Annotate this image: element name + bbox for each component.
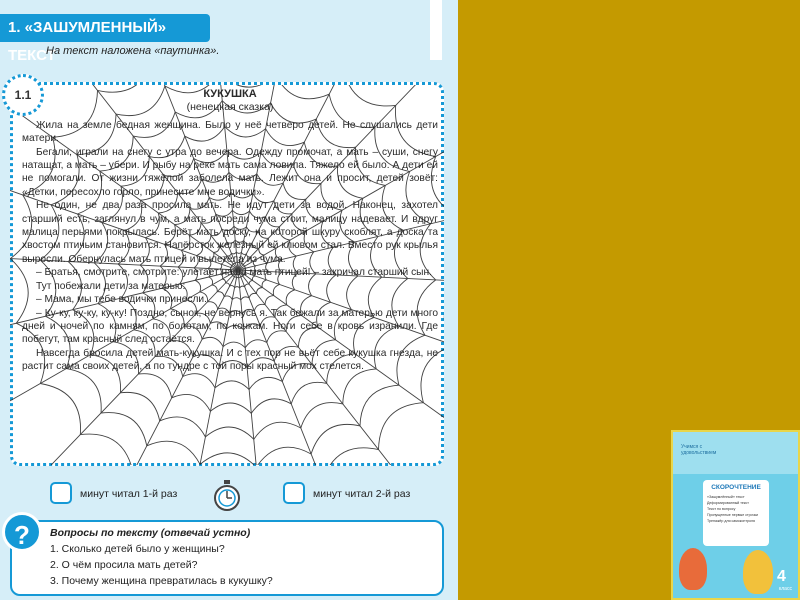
story-paragraph: Тут побежали дети за матерью:: [36, 280, 186, 292]
book-cover-thumbnail[interactable]: [671, 430, 800, 600]
child-illustration-right: [743, 550, 773, 594]
second-read-checkbox[interactable]: [283, 482, 305, 504]
cover-title: СКОРОЧТЕНИЕ: [711, 484, 761, 491]
second-read-label: минут читал 2-й раз: [313, 488, 411, 500]
story-paragraph: Жила на земле бедная женщина. Было у неё четверо детей. Не слушались дети матери.: [22, 119, 438, 145]
story-paragraph: Не один, не два раза просила мать. Не идут дети за водой. Наконец, захотел старший есть, заглянул в чум, а мать посреди чума стоит, малицу надевает. И вдруг малица перьями покрылась. Берёт мать доску, на которой шкуру скоблят, а доска та хвостом птичьим становится. Напёрсток железный ей клювом стал. Вместо рук крылья выросли. Обернулась мать птицей и вылетела из чума.: [22, 200, 438, 265]
child-illustration-left: [679, 548, 707, 590]
story-paragraph: Бегали, играли на снегу с утра до вечера. Одежду промочат, а мать – суши, снегу натащат, а мать – убери. И рыбу на реке мать сама ловила. Тяжело ей было. А дети ей не помогали. От жизни тяжёлой заболела мать. Лежит она и просит, детей зовёт: «Детки, пересохло горло, принесите мне водички».: [22, 146, 438, 198]
cover-title-panel: [703, 480, 769, 546]
cover-feature: Деформированный текст: [707, 501, 749, 505]
page-edge-tab: [430, 0, 442, 60]
spider-web-overlay: [10, 85, 444, 465]
section-subtitle: На текст наложена «паутинка».: [46, 45, 220, 57]
question-item: 2. О чём просила мать детей?: [50, 559, 198, 571]
story-title: КУКУШКА: [203, 88, 257, 100]
story-paragraph: – Ку-ку, ку-ку, ку-ку! Поздно, сынок, не вернусь я. Так бежали за матерью дети много дней и ночей по камням, по болотам, по кочкам. Ноги себе в кровь изранили. Где побегут, там красный след остаётся.: [22, 307, 438, 346]
story-paragraph: – Братья, смотрите, смотрите: улетает наша мать птицей! – закричал старший сын.: [36, 267, 432, 279]
question-item: 3. Почему женщина превратилась в кукушку?: [50, 575, 273, 587]
story-subtitle: (ненецкая сказка): [186, 101, 274, 114]
first-read-checkbox[interactable]: [50, 482, 72, 504]
question-mark-icon: ?: [2, 512, 42, 552]
cover-feature: Текст по вопросу: [707, 507, 736, 511]
stopwatch-icon: [212, 480, 242, 512]
section-header: 1. «ЗАШУМЛЕННЫЙ» ТЕКСТ: [0, 14, 210, 42]
exercise-number-badge: 1.1: [2, 74, 44, 116]
reading-timer-row: [0, 480, 458, 510]
cover-feature-list: [707, 494, 767, 524]
cover-feature: «Зашумлённый» текст: [707, 495, 745, 499]
story-paragraph: – Мама, мы тебе водички принесли.: [36, 294, 207, 306]
cover-feature: Тренажёр для самоконтроля: [707, 519, 755, 523]
cover-grade-label: класс: [779, 586, 792, 592]
cover-series-tag: Учимся с удовольствием: [681, 444, 717, 456]
cover-grade-number: 4: [777, 568, 786, 585]
questions-title: Вопросы по тексту (отвечай устно): [50, 527, 251, 539]
story-paragraph: Навсегда бросила детей мать-кукушка. И с тех пор не вьёт себе кукушка гнезда, не растит сама своих детей, а по тундре с той поры красный мох стелется.: [22, 347, 438, 373]
cover-feature: Пропущенные первые строчки: [707, 513, 759, 517]
first-read-label: минут читал 1-й раз: [80, 488, 178, 500]
question-item: 1. Сколько детей было у женщины?: [50, 543, 225, 555]
